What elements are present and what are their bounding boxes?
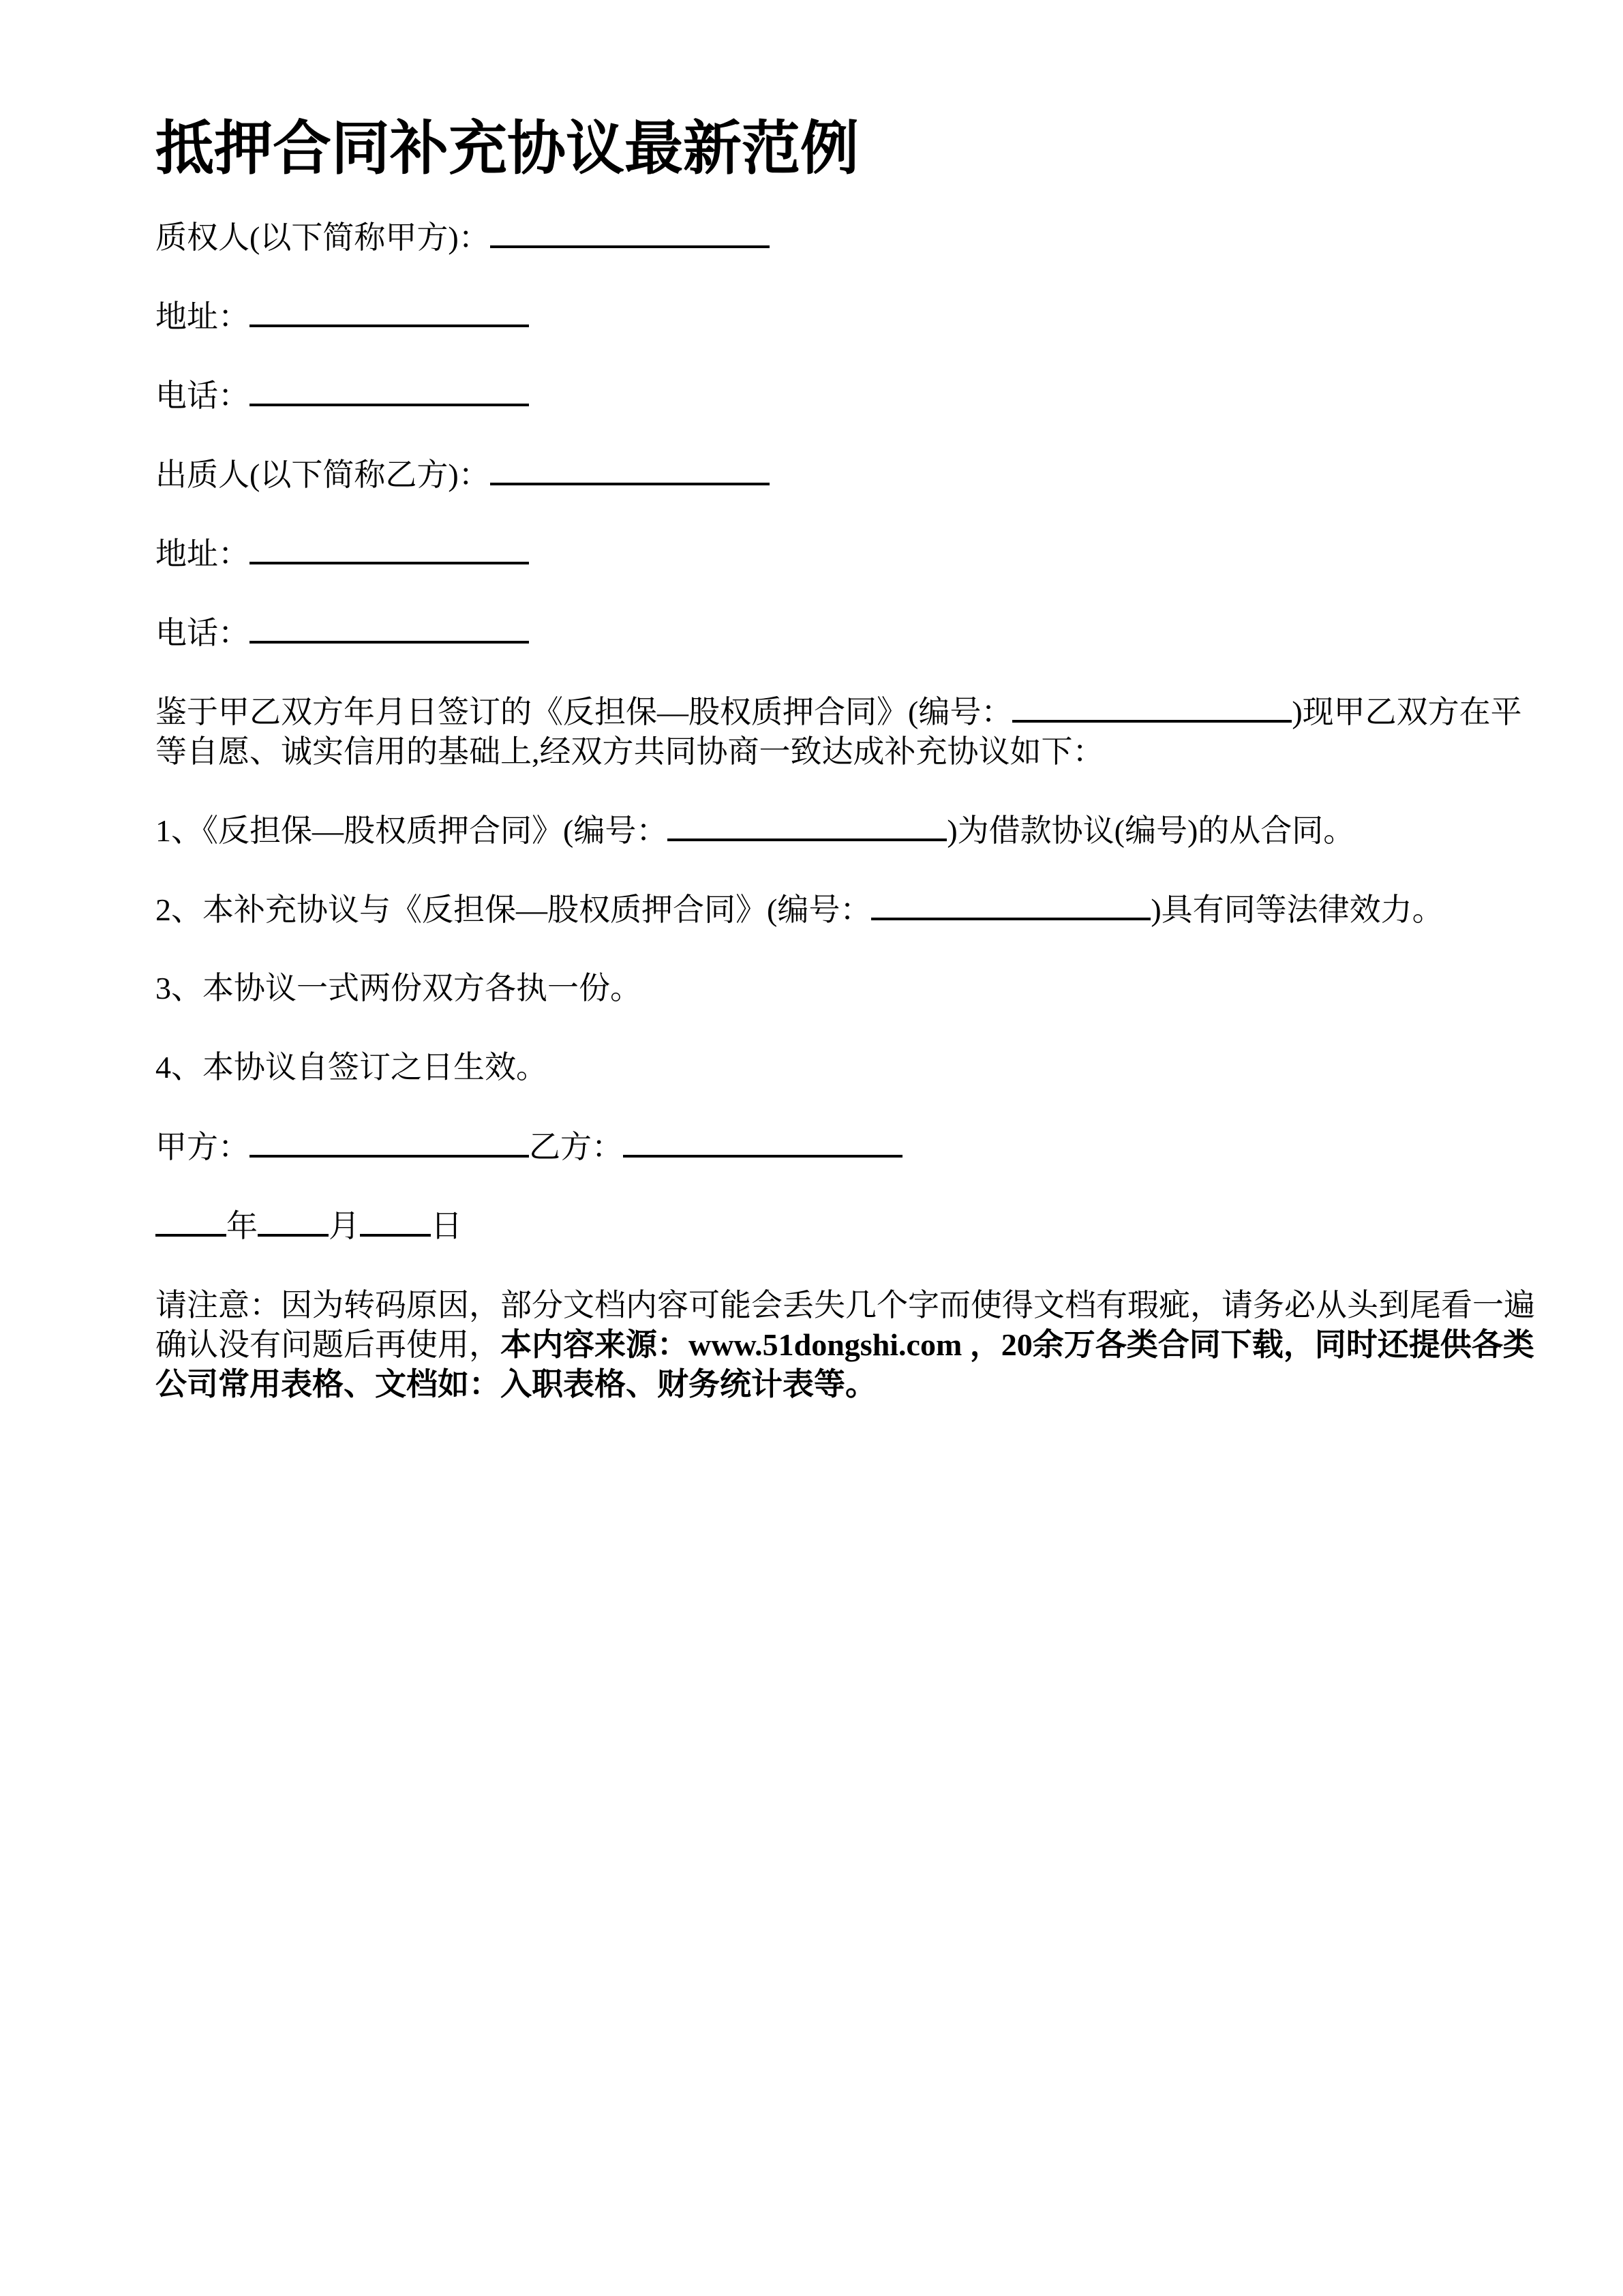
- day-blank: [360, 1207, 431, 1237]
- party-a-address-label: 地址：: [155, 299, 249, 334]
- clause-2-number-blank: [871, 890, 1151, 920]
- signature-party-b-label: 乙方：: [529, 1130, 623, 1164]
- party-b-address-line: [155, 534, 529, 573]
- month-label: 月: [329, 1209, 360, 1243]
- preamble-paragraph: [155, 693, 1546, 772]
- party-b-phone-blank: [249, 614, 529, 644]
- month-blank: [258, 1207, 329, 1237]
- clause-4-text: 4、本协议自签订之日生效。: [155, 1050, 547, 1085]
- notice-text: 请注意：因为转码原因，部分文档内容可能会丢失几个字而使得文档有瑕疵，请务必从头到尾看一遍确认没有问题后再使用，: [155, 1288, 1535, 1362]
- clause-2-text-end: )具有同等法律效力。: [1151, 892, 1444, 927]
- party-b-address-blank: [249, 534, 529, 564]
- signature-party-b-blank: [623, 1128, 902, 1158]
- party-b-address-label: 地址：: [155, 537, 249, 571]
- clause-1-number-blank: [667, 811, 947, 841]
- clause-3-text: 3、本协议一式两份双方各执一份。: [155, 971, 641, 1006]
- signature-party-a-blank: [249, 1128, 529, 1158]
- party-a-label: 质权人(以下简称甲方)：: [155, 220, 490, 255]
- day-label: 日: [431, 1209, 462, 1243]
- party-a-line: [155, 218, 770, 257]
- party-a-address-blank: [249, 297, 529, 327]
- clause-1: [155, 811, 1354, 850]
- party-a-blank: [490, 218, 770, 248]
- party-b-phone-line: [155, 614, 529, 652]
- preamble-number-blank: [1012, 693, 1292, 723]
- year-blank: [155, 1207, 226, 1237]
- date-line: [155, 1207, 462, 1245]
- clause-1-text-end: )为借款协议(编号)的从合同。: [947, 813, 1355, 848]
- notice-paragraph: [155, 1286, 1546, 1404]
- party-b-blank: [490, 455, 770, 485]
- party-a-phone-label: 电话：: [155, 378, 249, 413]
- document-title: 抵押合同补充协议最新范例: [155, 116, 859, 181]
- preamble-text-end: )现甲乙双方在平等自愿、诚实信用的基础上,经双方共同协商一致达成补充协议如下：: [155, 695, 1522, 769]
- clause-4: [155, 1048, 547, 1087]
- signature-party-a-label: 甲方：: [155, 1130, 249, 1164]
- party-b-label: 出质人(以下简称乙方)：: [155, 457, 490, 492]
- clause-2: [155, 890, 1444, 929]
- preamble-text-start: 鉴于甲乙双方年月日签订的《反担保—股权质押合同》(编号：: [155, 695, 1013, 729]
- clause-3: [155, 969, 641, 1008]
- party-b-phone-label: 电话：: [155, 616, 249, 650]
- year-label: 年: [226, 1209, 258, 1243]
- party-b-line: [155, 455, 770, 494]
- signature-line: [155, 1128, 902, 1166]
- notice-source-text: 本内容来源：www.51dongshi.com ，20余万各类合同下载，同时还提供各类公司常用表格、文档如：入职表格、财务统计表等。: [155, 1327, 1534, 1402]
- clause-2-text-start: 2、本补充协议与《反担保—股权质押合同》(编号：: [155, 892, 872, 927]
- party-a-phone-line: [155, 376, 529, 415]
- party-a-phone-blank: [249, 376, 529, 406]
- clause-1-text-start: 1、《反担保—股权质押合同》(编号：: [155, 813, 668, 848]
- party-a-address-line: [155, 297, 529, 336]
